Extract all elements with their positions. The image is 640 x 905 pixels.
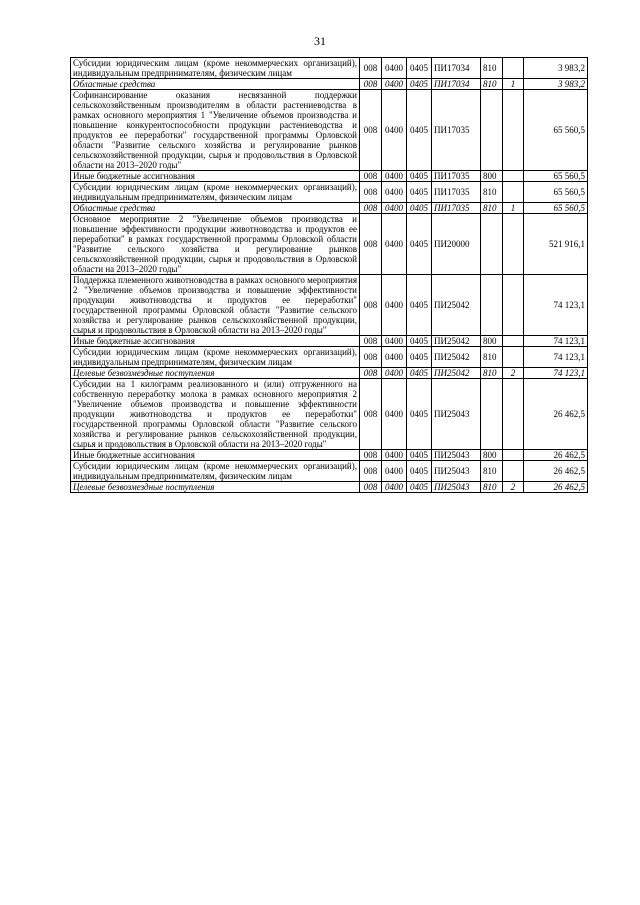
expense-type-cell: 800 xyxy=(481,336,503,347)
budget-table-body xyxy=(71,58,588,493)
table-row xyxy=(71,79,588,90)
grbs-code-cell: 008 xyxy=(360,379,382,450)
grbs-code-cell: 008 xyxy=(360,203,382,214)
target-article-cell: ПИ25043 xyxy=(432,450,481,461)
grbs-code-cell: 008 xyxy=(360,214,382,275)
subsection-code-cell: 0405 xyxy=(407,482,432,493)
amount-cell: 74 123,1 xyxy=(524,275,588,336)
page-number: 31 xyxy=(314,34,326,48)
expense-type-cell: 810 xyxy=(481,58,503,79)
expense-type-cell: 800 xyxy=(481,171,503,182)
grbs-code-cell: 008 xyxy=(360,347,382,368)
item-name-cell: Основное мероприятие 2 "Увеличение объемов производства и повышение эффективности продукции животноводства и продуктов ее переработки" в рамках государственной программы Орловской области "Развитие сельского хозяйства и регулирование рынков сельскохозяйственной продукции, сырья и продовольствия в Орловской области на 2013–2020 годы" xyxy=(71,214,360,275)
item-name-cell: Субсидии юридическим лицам (кроме некоммерческих организаций), индивидуальным предпринимателям, физическим лицам xyxy=(71,461,360,482)
target-article-cell: ПИ17035 xyxy=(432,90,481,171)
grbs-code-cell: 008 xyxy=(360,79,382,90)
target-article-cell: ПИ25043 xyxy=(432,482,481,493)
item-name-cell: Субсидии юридическим лицам (кроме некоммерческих организаций), индивидуальным предпринимателям, физическим лицам xyxy=(71,347,360,368)
item-name-cell: Субсидии на 1 килограмм реализованного и (или) отгруженного на собственную переработку молока в рамках основного мероприятия 2 "Увеличение объемов производства и повышение эффективности продукции животноводства и продуктов ее переработки" государственной программы Орловской области "Развитие сельского хозяйства и регулирование рынков сельскохозяйственной продукции, сырья и продовольствия в Орловской области на 2013–2020 годы" xyxy=(71,379,360,450)
target-article-cell: ПИ25042 xyxy=(432,347,481,368)
section-code-cell: 0400 xyxy=(382,182,407,203)
item-name-cell: Целевые безвозмездные поступления xyxy=(71,482,360,493)
grbs-code-cell: 008 xyxy=(360,450,382,461)
table-row xyxy=(71,90,588,171)
section-code-cell: 0400 xyxy=(382,90,407,171)
section-code-cell: 0400 xyxy=(382,203,407,214)
target-article-cell: ПИ17035 xyxy=(432,182,481,203)
funding-source-cell xyxy=(503,275,524,336)
table-row xyxy=(71,368,588,379)
item-name-cell: Иные бюджетные ассигнования xyxy=(71,171,360,182)
section-code-cell: 0400 xyxy=(382,347,407,368)
table-row xyxy=(71,58,588,79)
amount-cell: 26 462,5 xyxy=(524,461,588,482)
section-code-cell: 0400 xyxy=(382,275,407,336)
target-article-cell: ПИ25043 xyxy=(432,461,481,482)
expense-type-cell: 810 xyxy=(481,347,503,368)
item-name-cell: Иные бюджетные ассигнования xyxy=(71,450,360,461)
amount-cell: 521 916,1 xyxy=(524,214,588,275)
table-row xyxy=(71,461,588,482)
subsection-code-cell: 0405 xyxy=(407,182,432,203)
grbs-code-cell: 008 xyxy=(360,461,382,482)
item-name-cell: Областные средства xyxy=(71,203,360,214)
target-article-cell: ПИ25042 xyxy=(432,368,481,379)
expense-type-cell xyxy=(481,379,503,450)
table-row xyxy=(71,182,588,203)
grbs-code-cell: 008 xyxy=(360,275,382,336)
subsection-code-cell: 0405 xyxy=(407,214,432,275)
target-article-cell: ПИ17035 xyxy=(432,203,481,214)
amount-cell: 26 462,5 xyxy=(524,379,588,450)
section-code-cell: 0400 xyxy=(382,368,407,379)
section-code-cell: 0400 xyxy=(382,450,407,461)
section-code-cell: 0400 xyxy=(382,171,407,182)
amount-cell: 3 983,2 xyxy=(524,79,588,90)
table-row xyxy=(71,347,588,368)
item-name-cell: Целевые безвозмездные поступления xyxy=(71,368,360,379)
expense-type-cell: 810 xyxy=(481,203,503,214)
target-article-cell: ПИ20000 xyxy=(432,214,481,275)
amount-cell: 26 462,5 xyxy=(524,450,588,461)
section-code-cell: 0400 xyxy=(382,379,407,450)
funding-source-cell xyxy=(503,182,524,203)
grbs-code-cell: 008 xyxy=(360,58,382,79)
section-code-cell: 0400 xyxy=(382,58,407,79)
expense-type-cell xyxy=(481,275,503,336)
funding-source-cell xyxy=(503,171,524,182)
expense-type-cell: 810 xyxy=(481,79,503,90)
item-name-cell: Областные средства xyxy=(71,79,360,90)
grbs-code-cell: 008 xyxy=(360,336,382,347)
section-code-cell: 0400 xyxy=(382,461,407,482)
expense-type-cell: 810 xyxy=(481,461,503,482)
item-name-cell: Субсидии юридическим лицам (кроме некоммерческих организаций), индивидуальным предпринимателям, физическим лицам xyxy=(71,182,360,203)
section-code-cell: 0400 xyxy=(382,336,407,347)
funding-source-cell xyxy=(503,450,524,461)
item-name-cell: Софинансирование оказания несвязанной поддержки сельскохозяйственным производителям в области растениеводства в рамках основного мероприятия 1 "Увеличение объемов производства и повышение конкурентоспособности продукции растениеводства и продуктов ее переработки" государственной программы Орловской области "Развитие сельского хозяйства и регулирование рынков сельскохозяйственной продукции, сырья и продовольствия в Орловской области на 2013–2020 годы" xyxy=(71,90,360,171)
funding-source-cell xyxy=(503,90,524,171)
target-article-cell: ПИ17034 xyxy=(432,79,481,90)
expense-type-cell: 810 xyxy=(481,368,503,379)
funding-source-cell xyxy=(503,58,524,79)
target-article-cell: ПИ17035 xyxy=(432,171,481,182)
amount-cell: 65 560,5 xyxy=(524,182,588,203)
subsection-code-cell: 0405 xyxy=(407,450,432,461)
funding-source-cell xyxy=(503,461,524,482)
amount-cell: 3 983,2 xyxy=(524,58,588,79)
funding-source-cell: 1 xyxy=(503,203,524,214)
subsection-code-cell: 0405 xyxy=(407,58,432,79)
amount-cell: 65 560,5 xyxy=(524,171,588,182)
funding-source-cell: 2 xyxy=(503,482,524,493)
expense-type-cell xyxy=(481,214,503,275)
section-code-cell: 0400 xyxy=(382,79,407,90)
amount-cell: 26 462,5 xyxy=(524,482,588,493)
amount-cell: 74 123,1 xyxy=(524,336,588,347)
expense-type-cell: 800 xyxy=(481,450,503,461)
target-article-cell: ПИ25042 xyxy=(432,275,481,336)
amount-cell: 65 560,5 xyxy=(524,90,588,171)
target-article-cell: ПИ25043 xyxy=(432,379,481,450)
target-article-cell: ПИ25042 xyxy=(432,336,481,347)
funding-source-cell xyxy=(503,347,524,368)
funding-source-cell xyxy=(503,214,524,275)
table-row xyxy=(71,203,588,214)
target-article-cell: ПИ17034 xyxy=(432,58,481,79)
subsection-code-cell: 0405 xyxy=(407,171,432,182)
amount-cell: 65 560,5 xyxy=(524,203,588,214)
subsection-code-cell: 0405 xyxy=(407,347,432,368)
table-row xyxy=(71,214,588,275)
subsection-code-cell: 0405 xyxy=(407,336,432,347)
subsection-code-cell: 0405 xyxy=(407,203,432,214)
funding-source-cell xyxy=(503,336,524,347)
budget-table xyxy=(70,57,588,493)
grbs-code-cell: 008 xyxy=(360,171,382,182)
section-code-cell: 0400 xyxy=(382,482,407,493)
subsection-code-cell: 0405 xyxy=(407,90,432,171)
expense-type-cell: 810 xyxy=(481,182,503,203)
amount-cell: 74 123,1 xyxy=(524,368,588,379)
item-name-cell: Поддержка племенного животноводства в рамках основного мероприятия 2 "Увеличение объемов производства и повышение эффективности продукции животноводства и продуктов ее переработки" государственной программы Орловской области "Развитие сельского хозяйства и регулирование рынков сельскохозяйственной продукции, сырья и продовольствия в Орловской области на 2013–2020 годы" xyxy=(71,275,360,336)
expense-type-cell xyxy=(481,90,503,171)
table-row xyxy=(71,379,588,450)
subsection-code-cell: 0405 xyxy=(407,379,432,450)
subsection-code-cell: 0405 xyxy=(407,79,432,90)
grbs-code-cell: 008 xyxy=(360,182,382,203)
section-code-cell: 0400 xyxy=(382,214,407,275)
grbs-code-cell: 008 xyxy=(360,90,382,171)
funding-source-cell: 1 xyxy=(503,79,524,90)
table-row xyxy=(71,336,588,347)
subsection-code-cell: 0405 xyxy=(407,461,432,482)
grbs-code-cell: 008 xyxy=(360,482,382,493)
funding-source-cell: 2 xyxy=(503,368,524,379)
item-name-cell: Субсидии юридическим лицам (кроме некоммерческих организаций), индивидуальным предпринимателям, физическим лицам xyxy=(71,58,360,79)
table-row xyxy=(71,275,588,336)
table-row xyxy=(71,450,588,461)
funding-source-cell xyxy=(503,379,524,450)
subsection-code-cell: 0405 xyxy=(407,275,432,336)
amount-cell: 74 123,1 xyxy=(524,347,588,368)
item-name-cell: Иные бюджетные ассигнования xyxy=(71,336,360,347)
subsection-code-cell: 0405 xyxy=(407,368,432,379)
table-row xyxy=(71,171,588,182)
expense-type-cell: 810 xyxy=(481,482,503,493)
table-row xyxy=(71,482,588,493)
grbs-code-cell: 008 xyxy=(360,368,382,379)
